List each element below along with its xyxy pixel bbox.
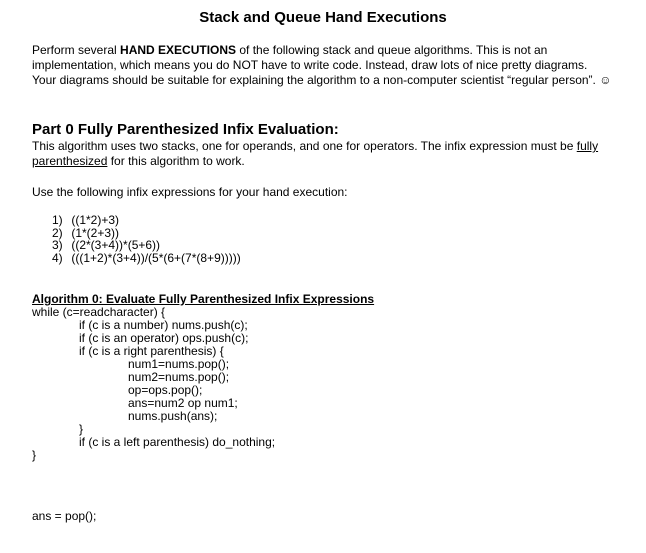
- part0-description: [32, 139, 612, 169]
- page-title: Stack and Queue Hand Executions: [199, 9, 447, 26]
- code-line: if (c is a left parenthesis) do_nothing;: [79, 435, 276, 449]
- code-line: ans=num2 op num1;: [128, 396, 238, 410]
- expression-number: 3): [52, 238, 63, 252]
- part0-underlined-text: fully parenthesized: [32, 139, 599, 168]
- code-line: }: [32, 448, 37, 462]
- code-line: while (c=readcharacter) {: [32, 305, 166, 319]
- part0-text-1: This algorithm uses two stacks, one for operands, and one for operators. The infix expression must be: [32, 139, 577, 153]
- intro-bold-text: HAND EXECUTIONS: [120, 43, 237, 57]
- code-line: }: [79, 422, 84, 436]
- code-line: if (c is an operator) ops.push(c);: [79, 331, 249, 345]
- code-line: num2=nums.pop();: [128, 370, 230, 384]
- code-line: op=ops.pop();: [128, 383, 203, 397]
- instructions-text: Use the following infix expressions for your hand execution:: [32, 185, 348, 199]
- expression-text: (((1+2)*(3+4))/(5*(6+(7*(8+9))))): [71, 250, 241, 265]
- expression-text: ((2*(3+4))*(5+6)): [71, 238, 161, 252]
- code-line: num1=nums.pop();: [128, 357, 230, 371]
- part0-heading: Part 0 Fully Parenthesized Infix Evaluation:: [32, 121, 339, 138]
- part0-text-2: for this algorithm to work.: [107, 154, 245, 168]
- expression-number: 4): [52, 250, 63, 265]
- code-line: if (c is a right parenthesis) {: [79, 344, 224, 358]
- code-line: if (c is a number) nums.push(c);: [79, 318, 248, 332]
- code-line: nums.push(ans);: [128, 409, 218, 423]
- intro-paragraph: [32, 43, 612, 88]
- expression-text: ((1*2)+3): [71, 213, 120, 227]
- expression-text: (1*(2+3)): [71, 225, 120, 240]
- expression-number: 1): [52, 213, 63, 227]
- final-statement: ans = pop();: [32, 509, 97, 523]
- expression-list: [52, 214, 241, 264]
- expression-item: [52, 252, 241, 265]
- intro-text-2: of the following stack and queue algorithms. This is not an implementation, which means you do NOT have to write code. Instead, draw lots of nice pretty diagrams. Your diagrams should be suitable for explaining the algorithm to a non-computer scientist “regular person”. ☺: [32, 43, 612, 87]
- intro-text-1: Perform several: [32, 43, 121, 57]
- algorithm-block: [32, 293, 374, 462]
- algorithm-title: Algorithm 0: Evaluate Fully Parenthesized Infix Expressions: [32, 292, 375, 306]
- expression-number: 2): [52, 225, 63, 240]
